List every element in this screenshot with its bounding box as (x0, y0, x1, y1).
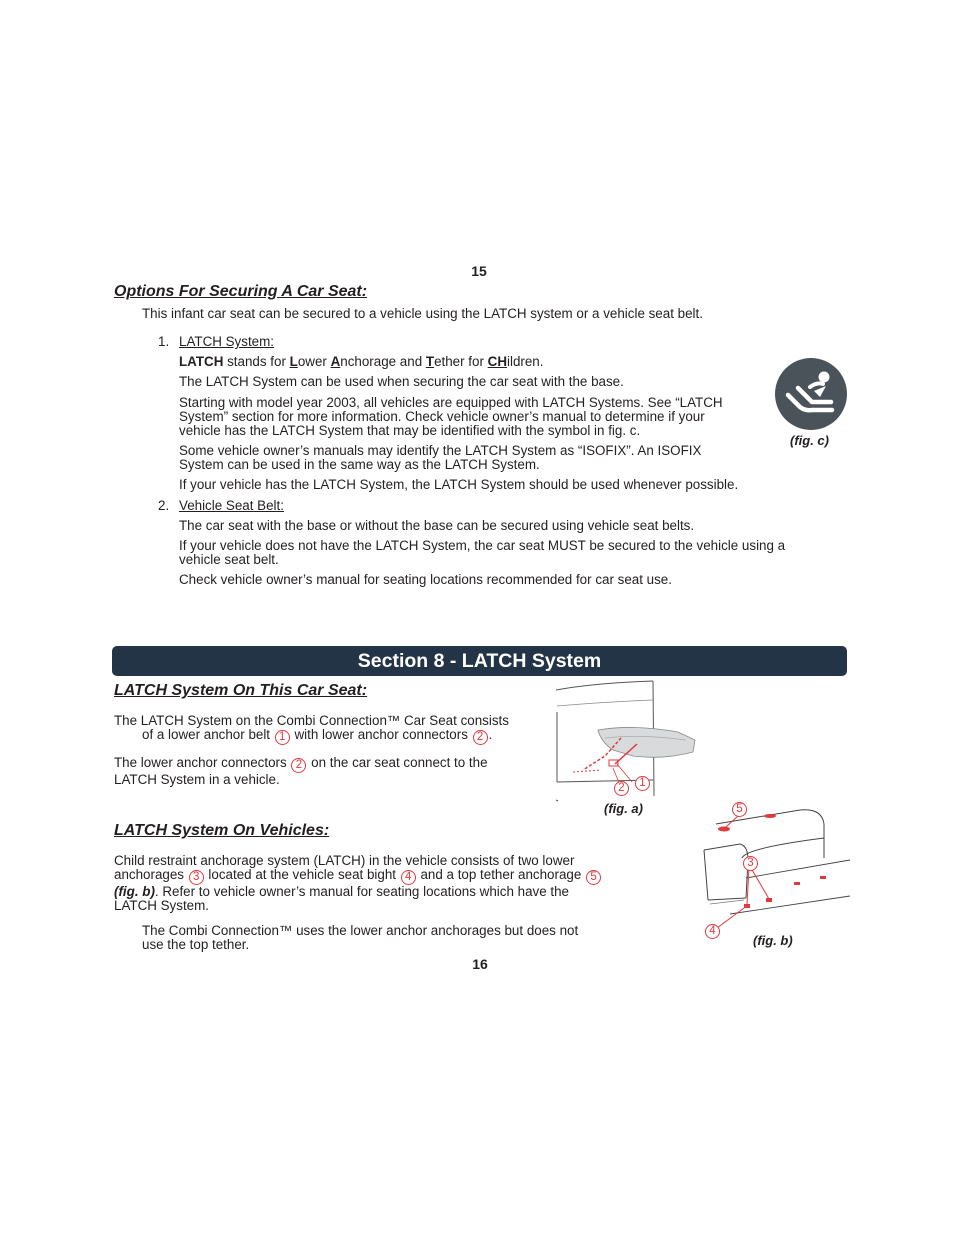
options-heading: Options For Securing A Car Seat: (114, 283, 368, 300)
on-vehicles-p2-line2: use the top tether. (142, 937, 250, 952)
on-seat-p1-line1: The LATCH System on the Combi Connection™ Car Seat consists (114, 713, 509, 728)
fig-c-caption: (fig. c) (790, 433, 829, 448)
item1-number: 1. (158, 334, 170, 349)
on-seat-p1-text-a: of a lower anchor belt (142, 727, 274, 742)
item2-p1: The car seat with the base or without the base can be secured using vehicle seat belts. (179, 518, 695, 533)
on-vehicles-p1-text-a: anchorages (114, 867, 188, 882)
callout-5: 5 (586, 870, 601, 885)
fig-a-callout-2: 2 (614, 781, 629, 796)
item1-p2 (179, 396, 723, 438)
fig-a-caption: (fig. a) (604, 801, 643, 816)
item1-p2-line3: vehicle has the LATCH System that may be identified with the symbol in fig. c. (179, 423, 641, 438)
on-vehicles-p1-text-b: located at the vehicle seat bight (204, 867, 400, 882)
on-vehicles-p1-line4: LATCH System. (114, 898, 209, 913)
on-seat-heading: LATCH System On This Car Seat: (114, 682, 368, 699)
acr-latch: LATCH (179, 354, 224, 369)
acr-ildren: ildren. (507, 354, 544, 369)
item1-p3-line2: System can be used in the same way as the LATCH System. (179, 457, 540, 472)
on-vehicles-p1-line1: Child restraint anchorage system (LATCH) in the vehicle consists of two lower (114, 853, 575, 868)
fig-b-callout-4: 4 (705, 924, 720, 939)
item1-p3-line1: Some vehicle owner’s manuals may identify the LATCH System as “ISOFIX”. An ISOFIX (179, 443, 702, 458)
on-seat-p1-text-c: . (488, 727, 493, 742)
item2-p2-line2: vehicle seat belt. (179, 552, 279, 567)
on-seat-p2-line1 (114, 756, 488, 773)
on-seat-p1-line2 (114, 728, 509, 745)
on-seat-p2 (114, 756, 488, 787)
on-seat-p2-line2: LATCH System in a vehicle. (114, 772, 280, 787)
item1-p2-line1: Starting with model year 2003, all vehicles are equipped with LATCH Systems. See “LATCH (179, 395, 723, 410)
fig-b-caption: (fig. b) (753, 933, 793, 948)
callout-4: 4 (401, 870, 416, 885)
on-seat-p2-text-b: on the car seat connect to the (307, 755, 488, 770)
item2-number: 2. (158, 498, 170, 513)
item1-p2-line2: System” section for more information. Check vehicle owner’s manual to determine if your (179, 409, 705, 424)
on-seat-p1-text-b: with lower anchor connectors (290, 727, 472, 742)
fig-b-illustration (700, 800, 850, 934)
acr-ether: ether for (434, 354, 488, 369)
callout-1: 1 (275, 730, 290, 745)
section-banner: Section 8 - LATCH System (112, 646, 847, 676)
callout-2: 2 (473, 730, 488, 745)
acr-t: T (425, 354, 435, 369)
on-seat-p1 (114, 714, 509, 745)
latch-acronym (179, 355, 543, 369)
page-number-bottom: 16 (472, 956, 488, 972)
acr-nchorage: nchorage and (340, 354, 426, 369)
on-vehicles-p1-text-d: . Refer to vehicle owner’s manual for seating locations which have the (154, 884, 570, 899)
options-intro: This infant car seat can be secured to a vehicle using the LATCH system or a vehicle seat belt. (142, 306, 703, 321)
callout-3: 3 (189, 870, 204, 885)
on-vehicles-p1 (114, 854, 602, 913)
fig-b-callout-5: 5 (732, 802, 747, 817)
acr-a: A (330, 354, 341, 369)
fig-b-reference: (fig. b) (114, 884, 155, 899)
item2-title: Vehicle Seat Belt: (179, 498, 284, 513)
fig-b-callout-3: 3 (743, 856, 758, 871)
item2-p3: Check vehicle owner’s manual for seating locations recommended for car seat use. (179, 572, 672, 587)
acr-stands: stands for (223, 354, 290, 369)
fig-a-callout-1: 1 (635, 776, 650, 791)
acr-ch: CH (487, 354, 507, 369)
callout-2: 2 (291, 758, 306, 773)
item2-p2 (179, 539, 785, 567)
on-vehicles-p1-text-c: and a top tether anchorage (416, 867, 586, 882)
on-vehicles-heading: LATCH System On Vehicles: (114, 822, 330, 839)
item1-p1: The LATCH System can be used when securing the car seat with the base. (179, 374, 624, 389)
on-vehicles-p2 (142, 924, 578, 952)
page-number-top: 15 (471, 263, 487, 279)
item1-title: LATCH System: (179, 334, 274, 349)
on-vehicles-p1-line3 (114, 885, 602, 899)
latch-child-seat-icon (774, 357, 848, 431)
on-vehicles-p2-line1: The Combi Connection™ uses the lower anchor anchorages but does not (142, 923, 579, 938)
acr-l: L (289, 354, 298, 369)
item2-p2-line1: If your vehicle does not have the LATCH System, the car seat MUST be secured to the vehicle using a (179, 538, 786, 553)
item1-p4: If your vehicle has the LATCH System, the LATCH System should be used whenever possible. (179, 477, 739, 492)
on-vehicles-p1-line2 (114, 868, 602, 885)
on-seat-p2-text-a: The lower anchor connectors (114, 755, 291, 770)
item1-p3 (179, 444, 701, 472)
acr-ower: ower (297, 354, 331, 369)
